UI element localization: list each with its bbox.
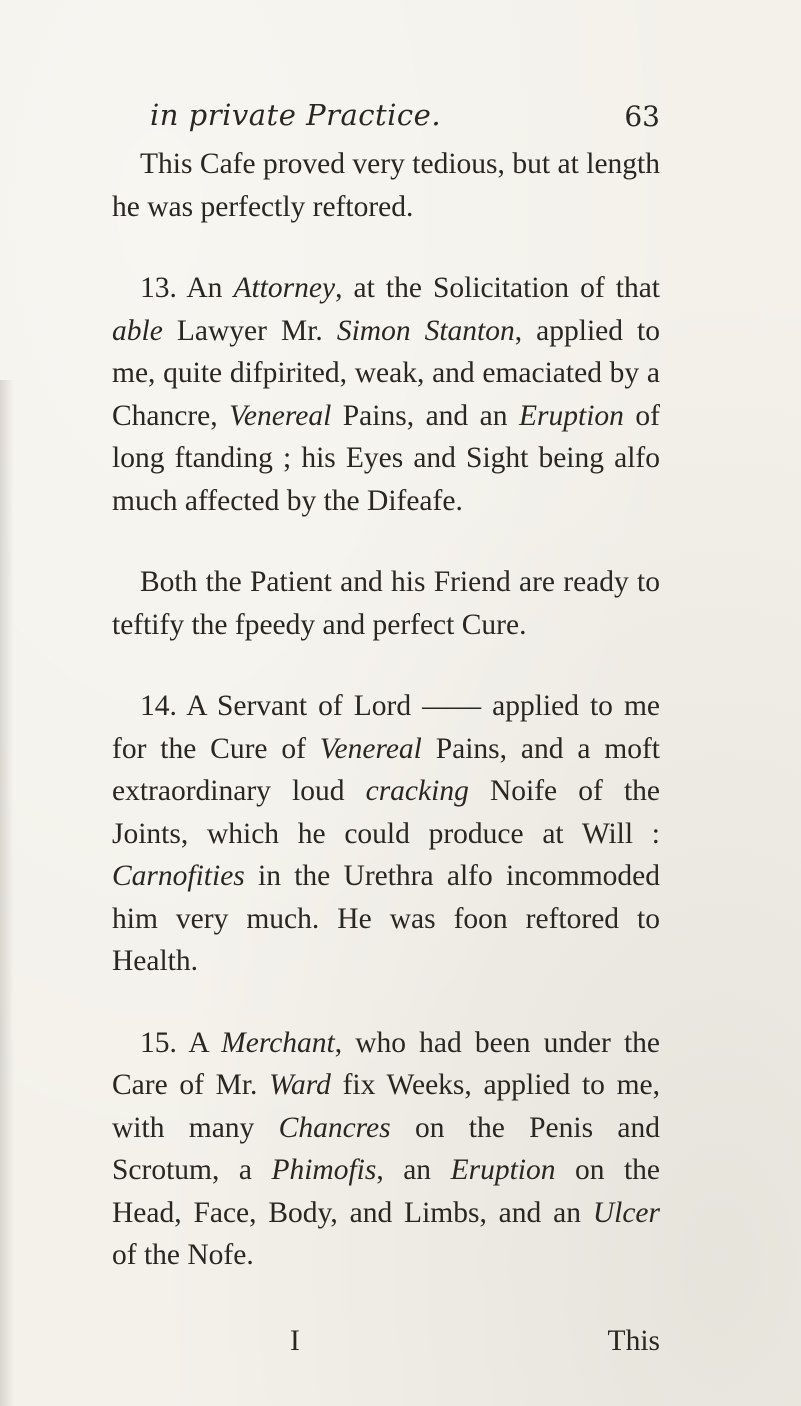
italic-text: Eruption [450, 1154, 556, 1186]
text-run: This Cafe proved very tedious, but at length he was perfectly reftored. [112, 148, 660, 223]
text-run: of the Nofe. [112, 1239, 254, 1271]
italic-text: Carnofities [112, 860, 245, 892]
italic-text: Merchant [221, 1026, 335, 1059]
text-run: Both the Patient and his Friend are ready to teftify the fpeedy and perfect Cure. [112, 566, 660, 641]
italic-text: cracking [365, 775, 469, 807]
text-run: , an [376, 1154, 451, 1186]
italic-text: Ward [269, 1069, 331, 1101]
text-run: 15. A [140, 1026, 222, 1059]
italic-text: able [112, 314, 163, 347]
text-run: in the Urethra alfo incommoded him very much. He was foon reftored to Health. [112, 860, 660, 977]
text-run: 13. An [140, 272, 234, 304]
text-run: Pains, and an [331, 399, 520, 432]
paragraph [112, 685, 660, 983]
text-run: of long ftanding ; his Eyes and Sight being alfo much affected by the Difeafe. [112, 399, 660, 517]
signature-mark: I [290, 1325, 300, 1357]
text-run: 14. A Servant of Lord —— applied to me for the Cure of [112, 690, 660, 765]
text-run: Noife of the Joints, which he could produce at Will : [112, 775, 661, 850]
page-header [150, 98, 660, 138]
page-number: 63 [624, 100, 660, 133]
italic-text: Chancres [278, 1111, 391, 1144]
text-run: fix Weeks, applied to me, with many [112, 1069, 661, 1144]
paragraph [112, 561, 660, 646]
italic-text: Ulcer [592, 1196, 660, 1229]
paragraph [112, 1022, 660, 1277]
paragraph [112, 143, 660, 228]
text-run: Lawyer Mr. [162, 314, 337, 347]
text-run: , who had been under the Care of Mr. [112, 1026, 660, 1101]
body-text [112, 143, 660, 1277]
text-run: , applied to me, quite difpirited, weak, and emaciated by a Chancre, [112, 314, 660, 432]
italic-text: Eruption [519, 399, 624, 432]
text-run: on the Head, Face, Body, and Limbs, and an [112, 1154, 661, 1229]
page-footer [112, 1325, 660, 1367]
italic-text: Attorney [233, 272, 336, 304]
text-run: , at the Solicitation of that [335, 272, 660, 304]
italic-text: Simon Stanton [336, 314, 515, 347]
paragraph [112, 267, 660, 522]
catchword: This [607, 1325, 660, 1357]
text-run: on the Penis and Scrotum, a [112, 1111, 660, 1186]
italic-text: Phimofis [271, 1154, 377, 1186]
running-head: in private Practice. [150, 98, 442, 132]
italic-text: Venereal [319, 732, 422, 765]
text-run: Pains, and a moft extraordinary loud [112, 732, 660, 807]
italic-text: Venereal [229, 399, 332, 432]
gutter-shadow [0, 380, 14, 1406]
